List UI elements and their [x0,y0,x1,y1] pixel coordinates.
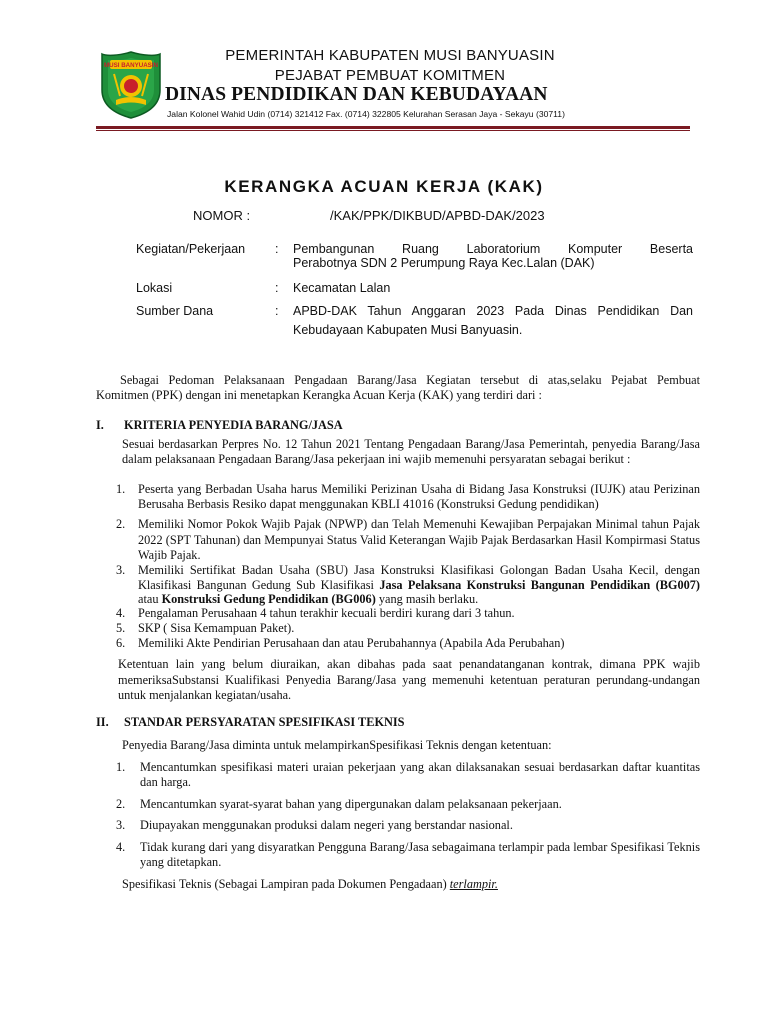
section2-item1-text: Mencantumkan spesifikasi materi uraian pekerjaan yang akan dilaksanakan sesuai berdasarkan daftar kuantitas dan harga. [140,760,700,789]
info-value-lokasi: Kecamatan Lalan [293,281,391,295]
section1-item4-text: Pengalaman Perusahaan 4 tahun terakhir kecuali berdiri kurang dari 3 tahun. [138,606,515,620]
section1-item1-text: Peserta yang Berbadan Usaha harus Memiliki Perizinan Usaha di Bidang Jasa Konstruksi (IUJK) atau Perizinan Berusaha Berbasis Resiko dapat menggunakan KBLI 41016 (Konstruksi Gedung pendidikan) [138,482,700,511]
info-colon: : [275,304,279,318]
info-colon: : [275,242,279,256]
section2-item2-text: Mencantumkan syarat-syarat bahan yang dipergunakan dalam pelaksanaan pekerjaan. [140,797,562,811]
letterhead-rule [96,126,690,129]
nomor-label: NOMOR : [193,208,251,223]
section1-item3-number: 3. [116,563,126,577]
section1-item2-number: 2. [116,517,126,531]
section1-item6-number: 6. [116,636,126,650]
section1-title: KRITERIA PENYEDIA BARANG/JASA [124,418,343,432]
letterhead-agency: DINAS PENDIDIKAN DAN KEBUDAYAAN [165,84,548,105]
musi-banyuasin-emblem-icon [98,50,164,120]
intro-line1: Sebagai Pedoman Pelaksanaan Pengadaan Barang/Jasa Kegiatan tersebut di atas,selaku Pejabat Pembuat [120,373,700,387]
section1-item1-number: 1. [116,482,126,496]
section2-item3-text: Diupayakan menggunakan produksi dalam negeri yang berstandar nasional. [140,818,513,832]
section2-item3-number: 3. [116,818,126,832]
section2-item1-number: 1. [116,760,126,774]
section1-item6-text: Memiliki Akte Pendirian Perusahaan dan atau Perubahannya (Apabila Ada Perubahan) [138,636,565,650]
attachment-reference: terlampir. [449,877,498,891]
section1-closing: Ketentuan lain yang belum diuraikan, akan dibahas pada saat penandatanganan kontrak, dimana PPK wajib memeriksaSubstansi Kualifikasi Penyedia Barang/Jasa yang memenuhi ketentuan peraturan perundang-undangan untuk menjalankan kegiatan/usaha. [118,657,700,702]
section1-item5-text: SKP ( Sisa Kemampuan Paket). [138,621,295,635]
letterhead-address: Jalan Kolonel Wahid Udin (0714) 321412 Fax. (0714) 322805 Kelurahan Serasan Jaya - Sekayu (30711) [167,109,565,119]
section2-item2-number: 2. [116,797,126,811]
document-title: KERANGKA ACUAN KERJA (KAK) [224,177,544,196]
info-label-sumber-dana: Sumber Dana [136,304,214,318]
letterhead-government: PEMERINTAH KABUPATEN MUSI BANYUASIN [225,47,555,64]
info-value-sumber-dana-line2: Kebudayaan Kabupaten Musi Banyuasin. [293,323,523,337]
section1-lead: Sesuai berdasarkan Perpres No. 12 Tahun 2021 Tentang Pengadaan Barang/Jasa Pemerintah, penyedia Barang/Jasa dalam pelaksanaan Pengadaan Barang/Jasa pekerjaan ini wajib memenuhi persyaratan sebagai berikut : [122,437,700,466]
section2-lead: Penyedia Barang/Jasa diminta untuk melampirkanSpesifikasi Teknis dengan ketentuan: [122,738,552,752]
section2-number: II. [96,715,109,729]
letterhead-rule-thin [96,130,690,131]
section1-number: I. [96,418,104,432]
letterhead-office: PEJABAT PEMBUAT KOMITMEN [274,67,506,84]
info-value-sumber-dana-line1: APBD-DAK Tahun Anggaran 2023 Pada Dinas Pendidikan Dan [293,304,693,318]
info-value-kegiatan-line1: Pembangunan Ruang Laboratorium Komputer Beserta [293,242,693,256]
section2-item4-number: 4. [116,840,126,854]
section1-item3-text: Memiliki Sertifikat Badan Usaha (SBU) Jasa Konstruksi Klasifikasi Golongan Badan Usaha Kecil, dengan Klasifikasi Bangunan Gedung Sub Klasifikasi Jasa Pelaksana Konstruksi Bangunan Pendidikan (BG007) atau Konstruksi Gedung Pendidikan (BG006) yang masih berlaku. [138,563,701,606]
section1-item5-number: 5. [116,621,126,635]
section1-item4-number: 4. [116,606,126,620]
info-colon: : [275,281,279,295]
nomor-value: /KAK/PPK/DIKBUD/APBD-DAK/2023 [330,208,545,223]
info-label-lokasi: Lokasi [136,281,173,295]
section2-title: STANDAR PERSYARATAN SPESIFIKASI TEKNIS [124,715,405,729]
info-value-kegiatan-line2: Perabotnya SDN 2 Perumpung Raya Kec.Lalan (DAK) [293,256,595,270]
intro-line2: Komitmen (PPK) dengan ini menetapkan Kerangka Acuan Kerja (KAK) yang terdiri dari : [96,388,542,402]
section1-item2-text: Memiliki Nomor Pokok Wajib Pajak (NPWP) dan Telah Memenuhi Kewajiban Perpajakan Minimal tahun Pajak 2022 (SPT Tahunan) dan Mempunyai Status Valid Keterangan Wajib Pajak Berdasarkan Hasil Kompirmasi Status Wajib Pajak. [138,517,700,562]
svg-text:MUSI BANYUASIN: MUSI BANYUASIN [104,62,158,70]
info-label-kegiatan: Kegiatan/Pekerjaan [136,242,246,256]
section2-closing: Spesifikasi Teknis (Sebagai Lampiran pada Dokumen Pengadaan) terlampir. [122,877,498,891]
section2-item4-text: Tidak kurang dari yang disyaratkan Pengguna Barang/Jasa sebagaimana terlampir pada lembar Spesifikasi Teknis yang ditetapkan. [140,840,700,869]
